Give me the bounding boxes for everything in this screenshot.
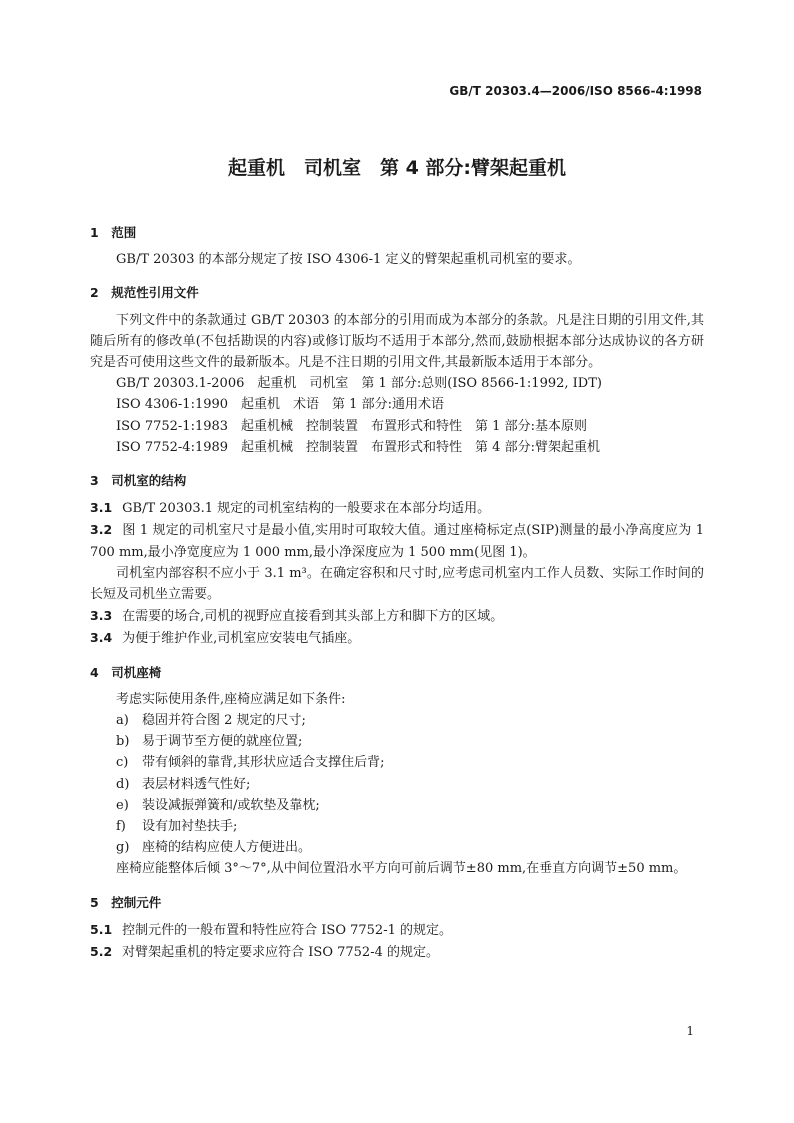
clause-number: 5.2 [90, 944, 113, 960]
clause-number: 5.1 [90, 921, 113, 937]
list-text: 易于调节至方便的就座位置; [142, 734, 303, 750]
list-text: 表层材料透气性好; [142, 776, 251, 792]
clause-text: 在需要的场合,司机的视野应直接看到其头部上方和脚下方的区域。 [122, 609, 504, 625]
section-heading-scope: 1 范围 [90, 225, 137, 240]
paragraph: 下列文件中的条款通过 GB/T 20303 的本部分的引用而成为本部分的条款。凡是注日期的引用文件,其随后所有的修改单(不包括勘误的内容)或修订版均不适用于本部分,然而,鼓励根据本部分达成协议的各方研究是否可使用这些文件的最新版本。凡是不注日期的引用文件,其最新版本适用于本部分。 [90, 312, 704, 371]
paragraph: 考虑实际使用条件,座椅应满足如下条件: [116, 691, 346, 707]
clause-text: 图 1 规定的司机室尺寸是最小值,实用时可取较大值。通过座椅标定点(SIP)测量的最小净高度应为 1 700 mm,最小净宽度应为 1 000 mm,最小净深度应为 1 500 mm(见图 1)。 [90, 523, 704, 560]
clause [90, 497, 704, 519]
section-heading-control-elements: 5 控制元件 [90, 894, 162, 910]
list-text: 设有加衬垫扶手; [142, 819, 238, 835]
clause-number: 3.4 [90, 630, 113, 646]
document-body [90, 222, 704, 963]
paragraph: 座椅应能整体后倾 3°～7°,从中间位置沿水平方向可前后调节±80 mm,在垂直方向调节±50 mm。 [116, 861, 687, 877]
clause [90, 627, 704, 649]
list-marker: c) [116, 755, 129, 771]
reference-item: ISO 4306-1:1990 起重机 术语 第 1 部分:通用术语 [116, 397, 444, 413]
clause-number: 3.2 [90, 522, 113, 538]
clause [90, 605, 704, 627]
page-title: 起重机 司机室 第 4 部分:臂架起重机 [227, 157, 567, 179]
list-text: 装设减振弹簧和/或软垫及靠枕; [142, 797, 320, 813]
list-item [90, 731, 704, 752]
clause-number: 3.3 [90, 608, 113, 624]
list-item [90, 774, 704, 795]
document-id-header: GB/T 20303.4—2006/ISO 8566-4:1998 [449, 84, 702, 98]
list-item [90, 752, 704, 773]
clause-text: 对臂架起重机的特定要求应符合 ISO 7752-4 的规定。 [122, 945, 439, 961]
clause-text: 为便于维护作业,司机室应安装电气插座。 [122, 631, 361, 647]
section-heading-normative-references: 2 规范性引用文件 [90, 285, 199, 301]
reference-item: ISO 7752-1:1983 起重机械 控制装置 布置形式和特性 第 1 部分:基本原则 [116, 418, 587, 434]
clause-number: 3.1 [90, 500, 113, 516]
clause [90, 519, 704, 562]
list-item [90, 837, 704, 858]
paragraph: GB/T 20303 的本部分规定了按 ISO 4306-1 定义的臂架起重机司机室的要求。 [116, 252, 581, 268]
paragraph: 司机室内部容积不应小于 3.1 m³。在确定容积和尺寸时,应考虑司机室内工作人员数、实际工作时间的长短及司机坐立需要。 [90, 565, 704, 603]
list-marker: f) [116, 819, 126, 835]
clause [90, 919, 704, 941]
page-number: 1 [686, 1024, 694, 1038]
clause [90, 941, 704, 963]
list-text: 稳固并符合图 2 规定的尺寸; [142, 713, 306, 729]
list-text: 座椅的结构应使人方便进出。 [142, 840, 312, 856]
clause-text: 控制元件的一般布置和特性应符合 ISO 7752-1 的规定。 [122, 922, 452, 938]
list-marker: e) [116, 797, 129, 813]
clause-text: GB/T 20303.1 规定的司机室结构的一般要求在本部分均适用。 [122, 501, 491, 517]
list-item [90, 795, 704, 816]
section-heading-cab-structure: 3 司机室的结构 [90, 473, 187, 489]
list-text: 带有倾斜的靠背,其形状应适合支撑住后背; [142, 755, 385, 771]
list-marker: d) [116, 776, 130, 792]
list-item [90, 710, 704, 731]
reference-item: ISO 7752-4:1989 起重机械 控制装置 布置形式和特性 第 4 部分:臂架起重机 [116, 439, 600, 455]
section-heading-driver-seat: 4 司机座椅 [90, 664, 162, 680]
list-marker: a) [116, 713, 129, 729]
list-marker: b) [116, 734, 130, 750]
list-marker: g) [116, 840, 130, 856]
list-item [90, 816, 704, 837]
reference-item: GB/T 20303.1-2006 起重机 司机室 第 1 部分:总则(ISO 8566-1:1992, IDT) [116, 376, 602, 392]
